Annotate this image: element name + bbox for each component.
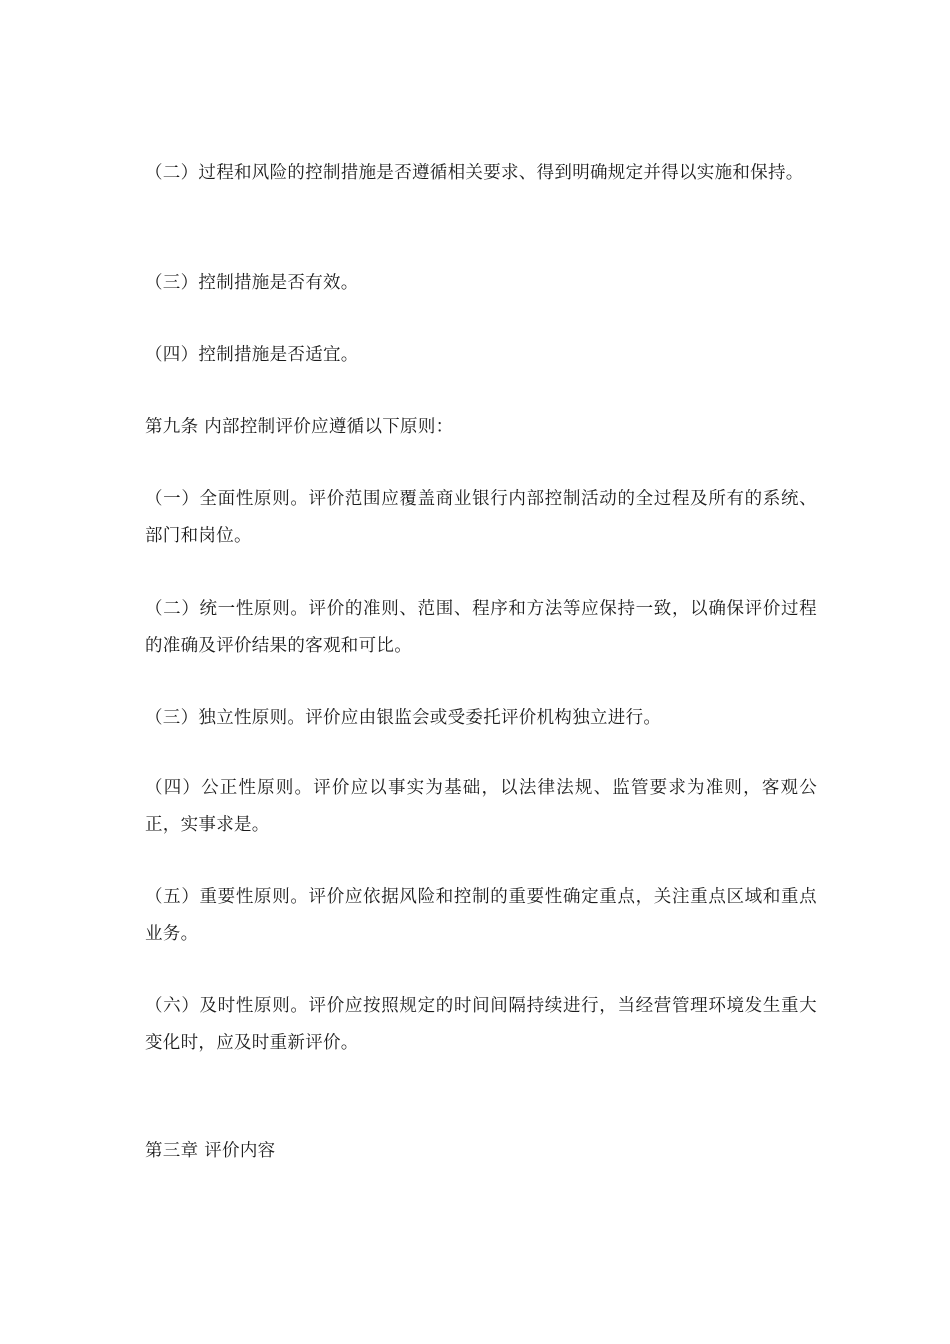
paragraph-control-effective: （三）控制措施是否有效。 <box>145 273 359 293</box>
paragraph-principle-importance: （五）重要性原则。评价应依据风险和控制的重要性确定重点，关注重点区域和重点业务。 <box>145 887 817 944</box>
paragraph-principle-fairness: （四）公正性原则。评价应以事实为基础，以法律法规、监管要求为准则，客观公正，实事求是。 <box>145 778 817 835</box>
paragraph-principle-timeliness: （六）及时性原则。评价应按照规定的时间间隔持续进行，当经营管理环境发生重大变化时，应及时重新评价。 <box>145 996 817 1053</box>
paragraph-article-nine: 第九条 内部控制评价应遵循以下原则： <box>145 417 454 437</box>
paragraph-principle-uniformity: （二）统一性原则。评价的准则、范围、程序和方法等应保持一致，以确保评价过程的准确及评价结果的客观和可比。 <box>145 599 817 656</box>
chapter-heading: 第三章 评价内容 <box>145 1141 276 1161</box>
paragraph-control-measures-compliance: （二）过程和风险的控制措施是否遵循相关要求、得到明确规定并得以实施和保持。 <box>145 163 804 183</box>
paragraph-principle-independence: （三）独立性原则。评价应由银监会或受委托评价机构独立进行。 <box>145 708 662 728</box>
paragraph-control-appropriate: （四）控制措施是否适宜。 <box>145 345 359 365</box>
paragraph-principle-comprehensive: （一）全面性原则。评价范围应覆盖商业银行内部控制活动的全过程及所有的系统、部门和岗位。 <box>145 489 817 546</box>
